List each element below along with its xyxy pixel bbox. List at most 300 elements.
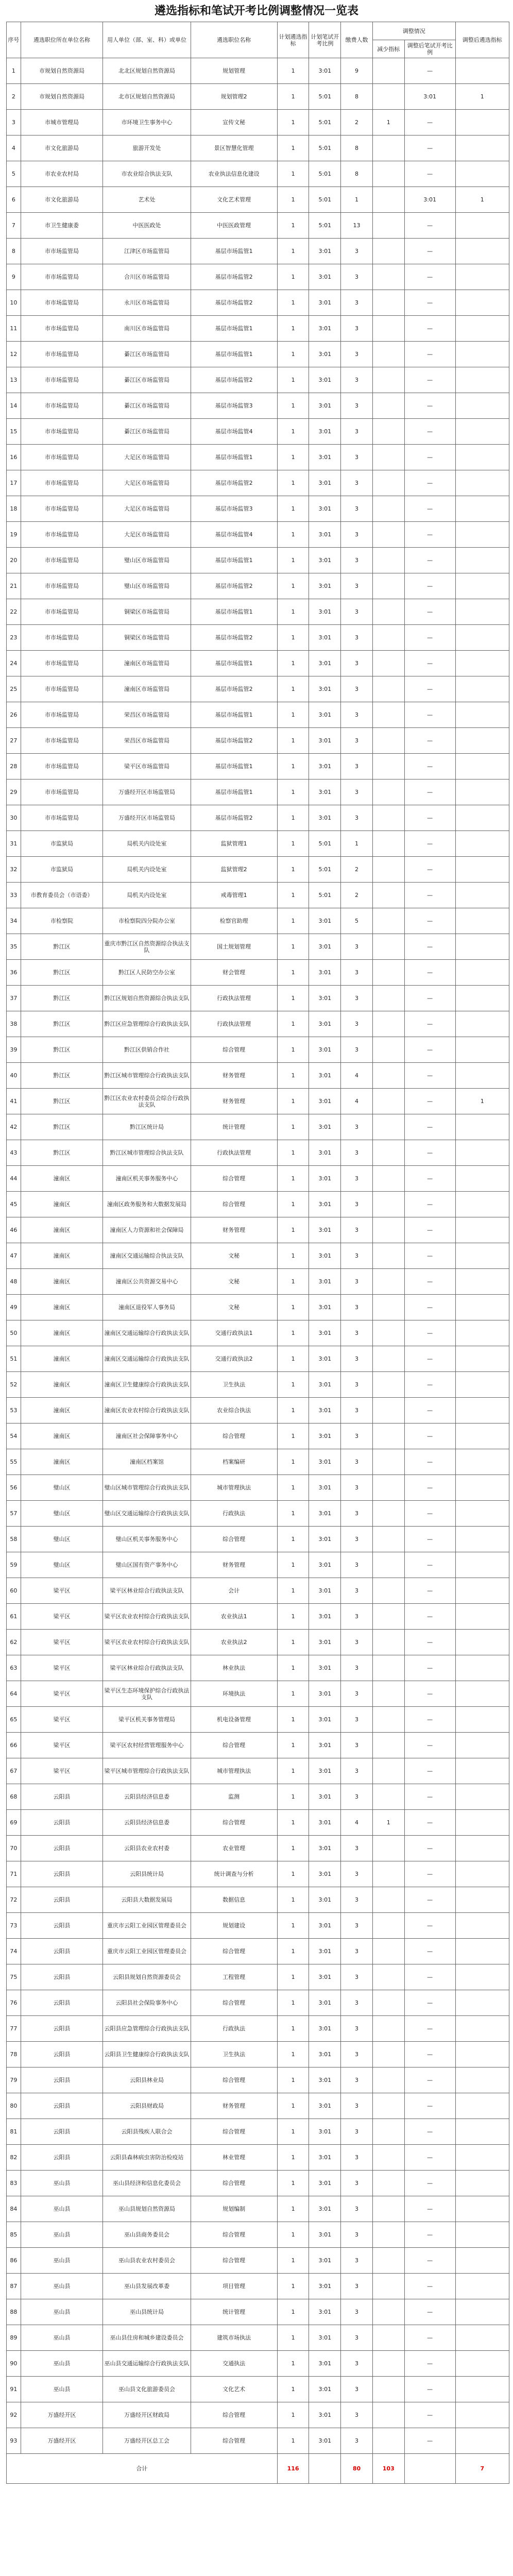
cell-applicants: 2 (341, 110, 373, 135)
cell-dept: 璧山区 (21, 1527, 103, 1552)
cell-planned: 1 (277, 367, 309, 393)
cell-seq: 80 (7, 2093, 21, 2119)
cell-seq: 69 (7, 1810, 21, 1836)
cell-unit: 璧山区交通运输综合行政执法支队 (103, 1501, 191, 1527)
cell-reduce (372, 367, 404, 393)
cell-dept: 云阳县 (21, 2093, 103, 2119)
cell-ratio: 5:01 (309, 857, 341, 883)
cell-seq: 35 (7, 934, 21, 960)
table-row (7, 2222, 509, 2248)
cell-applicants: 3 (341, 1527, 373, 1552)
cell-position: 基层市场监管3 (191, 393, 277, 419)
cell-unit: 璧山区市场监管局 (103, 573, 191, 599)
cell-ratio: 3:01 (309, 1552, 341, 1578)
cell-seq: 42 (7, 1114, 21, 1140)
cell-planned: 1 (277, 676, 309, 702)
cell-after (455, 1733, 509, 1758)
cell-reduce (372, 934, 404, 960)
cell-after (455, 316, 509, 342)
cell-seq: 59 (7, 1552, 21, 1578)
cell-position: 会计 (191, 1578, 277, 1604)
table-row (7, 367, 509, 393)
cell-unit: 万盛经开区财政局 (103, 2402, 191, 2428)
cell-new-ratio: — (404, 2145, 455, 2171)
cell-seq: 32 (7, 857, 21, 883)
cell-unit: 云阳县大数据发展局 (103, 1887, 191, 1913)
cell-dept: 璧山区 (21, 1475, 103, 1501)
cell-seq: 61 (7, 1604, 21, 1630)
cell-planned: 1 (277, 2274, 309, 2299)
cell-ratio: 5:01 (309, 135, 341, 161)
cell-unit: 荣昌区市场监管局 (103, 728, 191, 754)
cell-reduce (372, 702, 404, 728)
cell-after (455, 1217, 509, 1243)
cell-planned: 1 (277, 1733, 309, 1758)
cell-planned: 1 (277, 1011, 309, 1037)
cell-reduce (372, 1552, 404, 1578)
cell-applicants: 3 (341, 496, 373, 522)
cell-reduce (372, 1939, 404, 1964)
cell-planned: 1 (277, 1372, 309, 1398)
cell-reduce (372, 1655, 404, 1681)
cell-applicants: 3 (341, 393, 373, 419)
table-row (7, 522, 509, 548)
cell-planned: 1 (277, 1784, 309, 1810)
cell-seq: 77 (7, 2016, 21, 2042)
cell-unit: 潼南区交通运输综合执法支队 (103, 1243, 191, 1269)
cell-dept: 市农业农村局 (21, 161, 103, 187)
cell-after (455, 599, 509, 625)
cell-seq: 24 (7, 651, 21, 676)
cell-unit: 市检察院四分院办公室 (103, 908, 191, 934)
cell-ratio: 3:01 (309, 1527, 341, 1552)
cell-new-ratio: — (404, 1243, 455, 1269)
cell-position: 统计管理 (191, 2299, 277, 2325)
cell-reduce (372, 1501, 404, 1527)
header-reduce: 减少指标 (372, 40, 404, 58)
cell-applicants: 3 (341, 2351, 373, 2377)
cell-unit: 潼南区市场监管局 (103, 676, 191, 702)
cell-new-ratio: — (404, 1475, 455, 1501)
cell-position: 农业执法1 (191, 1604, 277, 1630)
cell-position: 基层市场监管2 (191, 470, 277, 496)
cell-unit: 璧山区市场监管局 (103, 548, 191, 573)
cell-unit: 重庆市云阳工业园区管理委员会 (103, 1939, 191, 1964)
table-row (7, 1372, 509, 1398)
cell-new-ratio: — (404, 1063, 455, 1089)
cell-ratio: 3:01 (309, 2222, 341, 2248)
cell-after: 1 (455, 187, 509, 213)
table-row (7, 1501, 509, 1527)
cell-reduce (372, 1243, 404, 1269)
cell-planned: 1 (277, 110, 309, 135)
cell-after (455, 58, 509, 84)
cell-planned: 1 (277, 2248, 309, 2274)
cell-position: 财会管理 (191, 960, 277, 986)
cell-new-ratio: — (404, 651, 455, 676)
cell-new-ratio: — (404, 1784, 455, 1810)
cell-seq: 16 (7, 445, 21, 470)
cell-unit: 綦江区市场监管局 (103, 342, 191, 367)
cell-applicants: 3 (341, 728, 373, 754)
cell-position: 宣传文秘 (191, 110, 277, 135)
cell-seq: 40 (7, 1063, 21, 1089)
cell-ratio: 3:01 (309, 1501, 341, 1527)
cell-after (455, 2016, 509, 2042)
cell-after (455, 1527, 509, 1552)
cell-unit: 梁平区农业农村综合行政执法支队 (103, 1604, 191, 1630)
table-row (7, 1320, 509, 1346)
cell-unit: 梁平区城市管理综合行政执法支队 (103, 1758, 191, 1784)
table-row (7, 934, 509, 960)
cell-position: 基层市场监管1 (191, 754, 277, 779)
cell-position: 基层市场监管1 (191, 548, 277, 573)
cell-after (455, 625, 509, 651)
table-row (7, 2325, 509, 2351)
cell-ratio: 3:01 (309, 1990, 341, 2016)
cell-position: 综合管理 (191, 1733, 277, 1758)
cell-planned: 1 (277, 2351, 309, 2377)
cell-applicants: 8 (341, 161, 373, 187)
cell-seq: 90 (7, 2351, 21, 2377)
cell-after (455, 1011, 509, 1037)
cell-after (455, 754, 509, 779)
cell-dept: 黔江区 (21, 960, 103, 986)
cell-dept: 黔江区 (21, 986, 103, 1011)
table-row (7, 2402, 509, 2428)
cell-reduce (372, 2067, 404, 2093)
cell-after (455, 290, 509, 316)
cell-new-ratio: — (404, 1140, 455, 1166)
cell-planned: 1 (277, 1527, 309, 1552)
cell-new-ratio: — (404, 1578, 455, 1604)
cell-reduce (372, 728, 404, 754)
cell-dept: 市市场监管局 (21, 445, 103, 470)
cell-ratio: 3:01 (309, 702, 341, 728)
cell-unit: 巫山县住房和城乡建设委员会 (103, 2325, 191, 2351)
cell-unit: 云阳县财政局 (103, 2093, 191, 2119)
cell-new-ratio: — (404, 2351, 455, 2377)
cell-applicants: 3 (341, 2171, 373, 2196)
cell-new-ratio: — (404, 2428, 455, 2454)
cell-applicants: 3 (341, 599, 373, 625)
cell-seq: 25 (7, 676, 21, 702)
totals-label: 合计 (7, 2454, 278, 2484)
cell-ratio: 3:01 (309, 58, 341, 84)
cell-dept: 市规划自然资源局 (21, 58, 103, 84)
cell-unit: 潼南区政务服务和大数据发展局 (103, 1192, 191, 1217)
cell-planned: 1 (277, 1578, 309, 1604)
cell-seq: 15 (7, 419, 21, 445)
cell-position: 基层市场监管1 (191, 599, 277, 625)
cell-after (455, 1423, 509, 1449)
cell-planned: 1 (277, 187, 309, 213)
cell-dept: 市市场监管局 (21, 599, 103, 625)
cell-applicants: 3 (341, 1630, 373, 1655)
cell-reduce (372, 960, 404, 986)
cell-dept: 市市场监管局 (21, 419, 103, 445)
cell-dept: 市规划自然资源局 (21, 84, 103, 110)
cell-reduce (372, 1913, 404, 1939)
cell-reduce (372, 1836, 404, 1861)
cell-planned: 1 (277, 2196, 309, 2222)
cell-dept: 梁平区 (21, 1681, 103, 1707)
cell-position: 监狱管理2 (191, 857, 277, 883)
cell-seq: 79 (7, 2067, 21, 2093)
cell-new-ratio: — (404, 264, 455, 290)
cell-ratio: 3:01 (309, 1655, 341, 1681)
cell-seq: 85 (7, 2222, 21, 2248)
cell-ratio: 5:01 (309, 110, 341, 135)
cell-new-ratio: — (404, 2196, 455, 2222)
cell-planned: 1 (277, 599, 309, 625)
cell-position: 行政执法管理 (191, 1140, 277, 1166)
cell-unit: 局机关内设处室 (103, 857, 191, 883)
cell-after (455, 2248, 509, 2274)
cell-position: 文化艺术管理 (191, 187, 277, 213)
cell-position: 林业执法 (191, 1655, 277, 1681)
cell-seq: 30 (7, 805, 21, 831)
cell-after (455, 393, 509, 419)
cell-new-ratio: — (404, 367, 455, 393)
cell-position: 财务管理 (191, 2093, 277, 2119)
table-row (7, 1140, 509, 1166)
table-row (7, 1578, 509, 1604)
cell-dept: 黔江区 (21, 1037, 103, 1063)
table-row (7, 573, 509, 599)
cell-planned: 1 (277, 1707, 309, 1733)
cell-dept: 市市场监管局 (21, 342, 103, 367)
cell-new-ratio: — (404, 161, 455, 187)
cell-dept: 万盛经开区 (21, 2428, 103, 2454)
table-row (7, 651, 509, 676)
cell-unit: 黔江区应急管理综合行政执法支队 (103, 1011, 191, 1037)
cell-planned: 1 (277, 2016, 309, 2042)
cell-planned: 1 (277, 2067, 309, 2093)
cell-new-ratio: — (404, 1423, 455, 1449)
cell-applicants: 3 (341, 1269, 373, 1295)
cell-after (455, 1320, 509, 1346)
cell-dept: 云阳县 (21, 1887, 103, 1913)
cell-planned: 1 (277, 548, 309, 573)
cell-ratio: 3:01 (309, 754, 341, 779)
cell-after (455, 1449, 509, 1475)
cell-planned: 1 (277, 1655, 309, 1681)
cell-applicants: 3 (341, 1655, 373, 1681)
cell-planned: 1 (277, 1990, 309, 2016)
cell-position: 基层市场监管1 (191, 342, 277, 367)
cell-after (455, 1630, 509, 1655)
cell-planned: 1 (277, 239, 309, 264)
cell-unit: 梁平区农村经营管理服务中心 (103, 1733, 191, 1758)
cell-new-ratio: — (404, 960, 455, 986)
cell-unit: 大足区市场监管局 (103, 496, 191, 522)
cell-reduce (372, 1398, 404, 1423)
cell-applicants: 3 (341, 1887, 373, 1913)
header-new-ratio: 调整后笔试开考比例 (404, 40, 455, 58)
cell-position: 戒毒管理1 (191, 883, 277, 908)
cell-position: 综合管理 (191, 1166, 277, 1192)
cell-seq: 70 (7, 1836, 21, 1861)
cell-after (455, 110, 509, 135)
cell-seq: 57 (7, 1501, 21, 1527)
cell-new-ratio: — (404, 625, 455, 651)
cell-applicants: 3 (341, 1166, 373, 1192)
cell-unit: 黔江区农业农村委员会综合行政执法支队 (103, 1089, 191, 1114)
cell-unit: 大足区市场监管局 (103, 522, 191, 548)
cell-unit: 中医医政处 (103, 213, 191, 239)
cell-seq: 66 (7, 1733, 21, 1758)
cell-ratio: 3:01 (309, 367, 341, 393)
cell-applicants: 3 (341, 1501, 373, 1527)
cell-seq: 22 (7, 599, 21, 625)
cell-applicants: 3 (341, 290, 373, 316)
cell-position: 基层市场监管1 (191, 779, 277, 805)
cell-unit: 潼南区档案馆 (103, 1449, 191, 1475)
cell-ratio: 3:01 (309, 1449, 341, 1475)
cell-after (455, 1269, 509, 1295)
cell-ratio: 3:01 (309, 599, 341, 625)
cell-new-ratio: — (404, 1733, 455, 1758)
cell-planned: 1 (277, 1758, 309, 1784)
cell-seq: 34 (7, 908, 21, 934)
cell-new-ratio: — (404, 2222, 455, 2248)
cell-ratio: 3:01 (309, 1114, 341, 1140)
cell-seq: 29 (7, 779, 21, 805)
cell-seq: 38 (7, 1011, 21, 1037)
cell-seq: 52 (7, 1372, 21, 1398)
cell-ratio: 3:01 (309, 986, 341, 1011)
cell-unit: 大足区市场监管局 (103, 470, 191, 496)
cell-applicants: 3 (341, 651, 373, 676)
cell-position: 规划管理 (191, 58, 277, 84)
cell-planned: 1 (277, 1166, 309, 1192)
header-adjust: 调整情况 (372, 22, 455, 40)
cell-position: 工程管理 (191, 1964, 277, 1990)
cell-new-ratio: — (404, 316, 455, 342)
cell-new-ratio: — (404, 2402, 455, 2428)
cell-planned: 1 (277, 779, 309, 805)
cell-ratio: 3:01 (309, 1604, 341, 1630)
cell-applicants: 9 (341, 58, 373, 84)
cell-planned: 1 (277, 161, 309, 187)
cell-unit: 局机关内设处室 (103, 883, 191, 908)
cell-new-ratio: — (404, 2274, 455, 2299)
cell-position: 交通行政执法1 (191, 1320, 277, 1346)
cell-ratio: 3:01 (309, 1578, 341, 1604)
cell-after (455, 1990, 509, 2016)
cell-applicants: 2 (341, 857, 373, 883)
cell-after (455, 548, 509, 573)
cell-applicants: 8 (341, 84, 373, 110)
cell-unit: 潼南区市场监管局 (103, 651, 191, 676)
cell-applicants: 3 (341, 367, 373, 393)
cell-position: 基层市场监管4 (191, 522, 277, 548)
cell-after (455, 1913, 509, 1939)
cell-ratio: 3:01 (309, 1707, 341, 1733)
cell-ratio: 3:01 (309, 2428, 341, 2454)
cell-unit: 巫山县发展改革委 (103, 2274, 191, 2299)
cell-ratio: 3:01 (309, 2016, 341, 2042)
cell-position: 综合管理 (191, 1810, 277, 1836)
cell-new-ratio: — (404, 2171, 455, 2196)
table-row (7, 1089, 509, 1114)
cell-dept: 云阳县 (21, 1861, 103, 1887)
cell-unit: 梁平区林业综合行政执法支队 (103, 1655, 191, 1681)
cell-dept: 黔江区 (21, 1140, 103, 1166)
cell-reduce (372, 625, 404, 651)
cell-reduce (372, 1166, 404, 1192)
cell-ratio: 3:01 (309, 1140, 341, 1166)
cell-applicants: 3 (341, 1140, 373, 1166)
table-row (7, 1192, 509, 1217)
table-row (7, 1836, 509, 1861)
cell-after (455, 651, 509, 676)
cell-planned: 1 (277, 135, 309, 161)
cell-seq: 43 (7, 1140, 21, 1166)
cell-new-ratio: — (404, 470, 455, 496)
cell-position: 基层市场监管2 (191, 625, 277, 651)
header-position: 遴选职位名称 (191, 22, 277, 58)
cell-seq: 55 (7, 1449, 21, 1475)
cell-unit: 云阳县农业农村委 (103, 1836, 191, 1861)
cell-ratio: 3:01 (309, 728, 341, 754)
table-row (7, 1295, 509, 1320)
table-row (7, 625, 509, 651)
cell-new-ratio: — (404, 393, 455, 419)
cell-seq: 56 (7, 1475, 21, 1501)
cell-new-ratio: — (404, 1655, 455, 1681)
cell-ratio: 3:01 (309, 934, 341, 960)
cell-unit: 梁平区市场监管局 (103, 754, 191, 779)
cell-new-ratio: — (404, 239, 455, 264)
cell-after (455, 1398, 509, 1423)
cell-planned: 1 (277, 625, 309, 651)
cell-reduce (372, 1861, 404, 1887)
cell-ratio: 3:01 (309, 908, 341, 934)
cell-ratio: 3:01 (309, 264, 341, 290)
cell-seq: 12 (7, 342, 21, 367)
cell-after (455, 2171, 509, 2196)
table-row (7, 676, 509, 702)
cell-reduce (372, 2377, 404, 2402)
table-row (7, 84, 509, 110)
cell-new-ratio: — (404, 2016, 455, 2042)
cell-after (455, 470, 509, 496)
cell-reduce (372, 2402, 404, 2428)
cell-unit: 云阳县残疾人联合会 (103, 2119, 191, 2145)
table-row (7, 779, 509, 805)
cell-after (455, 1939, 509, 1964)
cell-dept: 巫山县 (21, 2299, 103, 2325)
cell-applicants: 3 (341, 239, 373, 264)
cell-unit: 黔江区供销合作社 (103, 1037, 191, 1063)
cell-dept: 市市场监管局 (21, 239, 103, 264)
cell-reduce (372, 1707, 404, 1733)
cell-dept: 巫山县 (21, 2222, 103, 2248)
cell-unit: 荣昌区市场监管局 (103, 702, 191, 728)
table-row (7, 187, 509, 213)
cell-reduce (372, 316, 404, 342)
cell-reduce (372, 2016, 404, 2042)
cell-ratio: 3:01 (309, 1964, 341, 1990)
cell-planned: 1 (277, 805, 309, 831)
cell-dept: 云阳县 (21, 1964, 103, 1990)
cell-ratio: 5:01 (309, 84, 341, 110)
cell-after (455, 1784, 509, 1810)
cell-after (455, 1964, 509, 1990)
cell-new-ratio: — (404, 548, 455, 573)
